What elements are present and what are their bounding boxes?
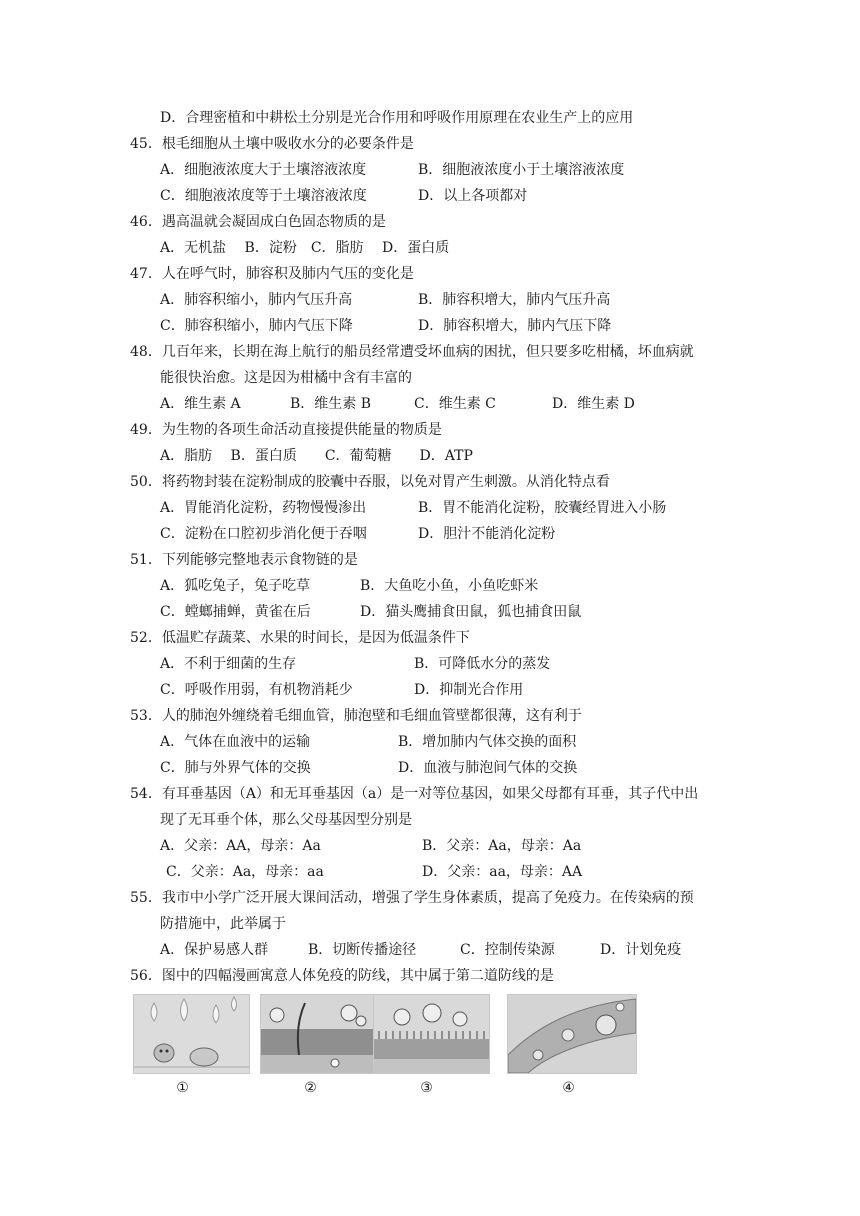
q54-stem-continued: 现了无耳垂个体，那么父母基因型分别是 xyxy=(160,812,412,828)
q49-stem: 49．为生物的各项生命活动直接提供能量的物质是 xyxy=(130,422,442,438)
q54-stem: 54．有耳垂基因（A）和无耳垂基因（a）是一对等位基因，如果父母都有耳垂，其子代中出 xyxy=(130,786,699,802)
q53-stem: 53．人的肺泡外缠绕着毛细血管，肺泡壁和毛细血管壁都很薄，这有利于 xyxy=(130,708,582,724)
q52-option-d: D．抑制光合作用 xyxy=(414,682,524,698)
q50-option-a: A．胃能消化淀粉，药物慢慢渗出 xyxy=(160,500,367,516)
q56-stem: 56．图中的四幅漫画寓意人体免疫的防线，其中属于第二道防线的是 xyxy=(130,968,554,984)
figure-1-label: ① xyxy=(176,1080,189,1096)
q48-option-c: C．维生素 C xyxy=(414,396,496,412)
q50-stem: 50．将药物封装在淀粉制成的胶囊中吞服，以免对胃产生刺激。从消化特点看 xyxy=(130,474,610,490)
q48-option-b: B．维生素 B xyxy=(290,396,372,412)
q50-option-b: B．胃不能消化淀粉，胶囊经胃进入小肠 xyxy=(418,500,667,516)
q53-option-b: B．增加肺内气体交换的面积 xyxy=(398,734,577,750)
figure-4-image xyxy=(507,994,637,1074)
q54-option-a: A．父亲：AA，母亲：Aa xyxy=(160,838,321,854)
q55-stem-continued: 防措施中，此举属于 xyxy=(160,916,286,932)
q51-option-d: D．猫头鹰捕食田鼠，狐也捕食田鼠 xyxy=(360,604,582,620)
figure-2-image xyxy=(260,994,377,1074)
q47-option-a: A．肺容积缩小，肺内气压升高 xyxy=(160,292,353,308)
q52-option-a: A．不利于细菌的生存 xyxy=(160,656,297,672)
q45-option-c: C．细胞液浓度等于土壤溶液浓度 xyxy=(160,188,367,204)
q49-options: A．脂肪 B．蛋白质 C．葡萄糖 D．ATP xyxy=(160,448,473,464)
q46-options: A．无机盐 B．淀粉 C．脂肪 D．蛋白质 xyxy=(160,240,450,256)
figure-1-image xyxy=(133,994,250,1074)
figure-2-label: ② xyxy=(304,1080,317,1096)
q53-option-d: D．血液与肺泡间气体的交换 xyxy=(398,760,578,776)
q55-option-b: B．切断传播途径 xyxy=(308,942,417,958)
q50-option-c: C．淀粉在口腔初步消化便于吞咽 xyxy=(160,526,367,542)
q45-option-b: B．细胞液浓度小于土壤溶液浓度 xyxy=(418,162,625,178)
q51-option-a: A．狐吃兔子，兔子吃草 xyxy=(160,578,311,594)
q51-option-b: B．大鱼吃小鱼，小鱼吃虾米 xyxy=(360,578,539,594)
prev-option-d: D．合理密植和中耕松土分别是光合作用和呼吸作用原理在农业生产上的应用 xyxy=(160,110,634,126)
figure-4-label: ④ xyxy=(562,1080,575,1096)
q55-option-c: C．控制传染源 xyxy=(460,942,555,958)
q50-option-d: D．胆汁不能消化淀粉 xyxy=(418,526,556,542)
q48-stem-continued: 能很快治愈。这是因为柑橘中含有丰富的 xyxy=(160,370,412,386)
q55-option-d: D．计划免疫 xyxy=(600,942,682,958)
figure-3-image xyxy=(373,994,490,1074)
q47-stem: 47．人在呼气时，肺容积及肺内气压的变化是 xyxy=(130,266,414,282)
q45-stem: 45．根毛细胞从土壤中吸收水分的必要条件是 xyxy=(130,136,414,152)
q51-stem: 51．下列能够完整地表示食物链的是 xyxy=(130,552,358,568)
q53-option-a: A．气体在血液中的运输 xyxy=(160,734,311,750)
q47-option-d: D．肺容积增大，肺内气压下降 xyxy=(418,318,612,334)
q46-stem: 46．遇高温就会凝固成白色固态物质的是 xyxy=(130,214,386,230)
q54-option-c: C．父亲：Aa，母亲：aa xyxy=(166,864,324,880)
immune-cartoon-figures xyxy=(133,994,643,1104)
q52-option-b: B．可降低水分的蒸发 xyxy=(414,656,551,672)
q51-option-c: C．螳螂捕蝉，黄雀在后 xyxy=(160,604,311,620)
q45-option-a: A．细胞液浓度大于土壤溶液浓度 xyxy=(160,162,367,178)
q48-option-d: D．维生素 D xyxy=(552,396,635,412)
figure-3-label: ③ xyxy=(420,1080,433,1096)
q47-option-c: C．肺容积缩小，肺内气压下降 xyxy=(160,318,353,334)
q55-stem: 55．我市中小学广泛开展大课间活动，增强了学生身体素质，提高了免疫力。在传染病的预 xyxy=(130,890,694,906)
q45-option-d: D．以上各项都对 xyxy=(418,188,528,204)
q47-option-b: B．肺容积增大，肺内气压升高 xyxy=(418,292,611,308)
q54-option-d: D．父亲：aa，母亲：AA xyxy=(422,864,583,880)
q55-option-a: A．保护易感人群 xyxy=(160,942,269,958)
q52-option-c: C．呼吸作用弱，有机物消耗少 xyxy=(160,682,353,698)
q48-stem: 48．几百年来，长期在海上航行的船员经常遭受坏血病的困扰，但只要多吃柑橘，坏血病就 xyxy=(130,344,694,360)
q54-option-b: B．父亲：Aa，母亲：Aa xyxy=(422,838,582,854)
q48-option-a: A．维生素 A xyxy=(160,396,241,412)
q52-stem: 52．低温贮存蔬菜、水果的时间长，是因为低温条件下 xyxy=(130,630,470,646)
q53-option-c: C．肺与外界气体的交换 xyxy=(160,760,311,776)
